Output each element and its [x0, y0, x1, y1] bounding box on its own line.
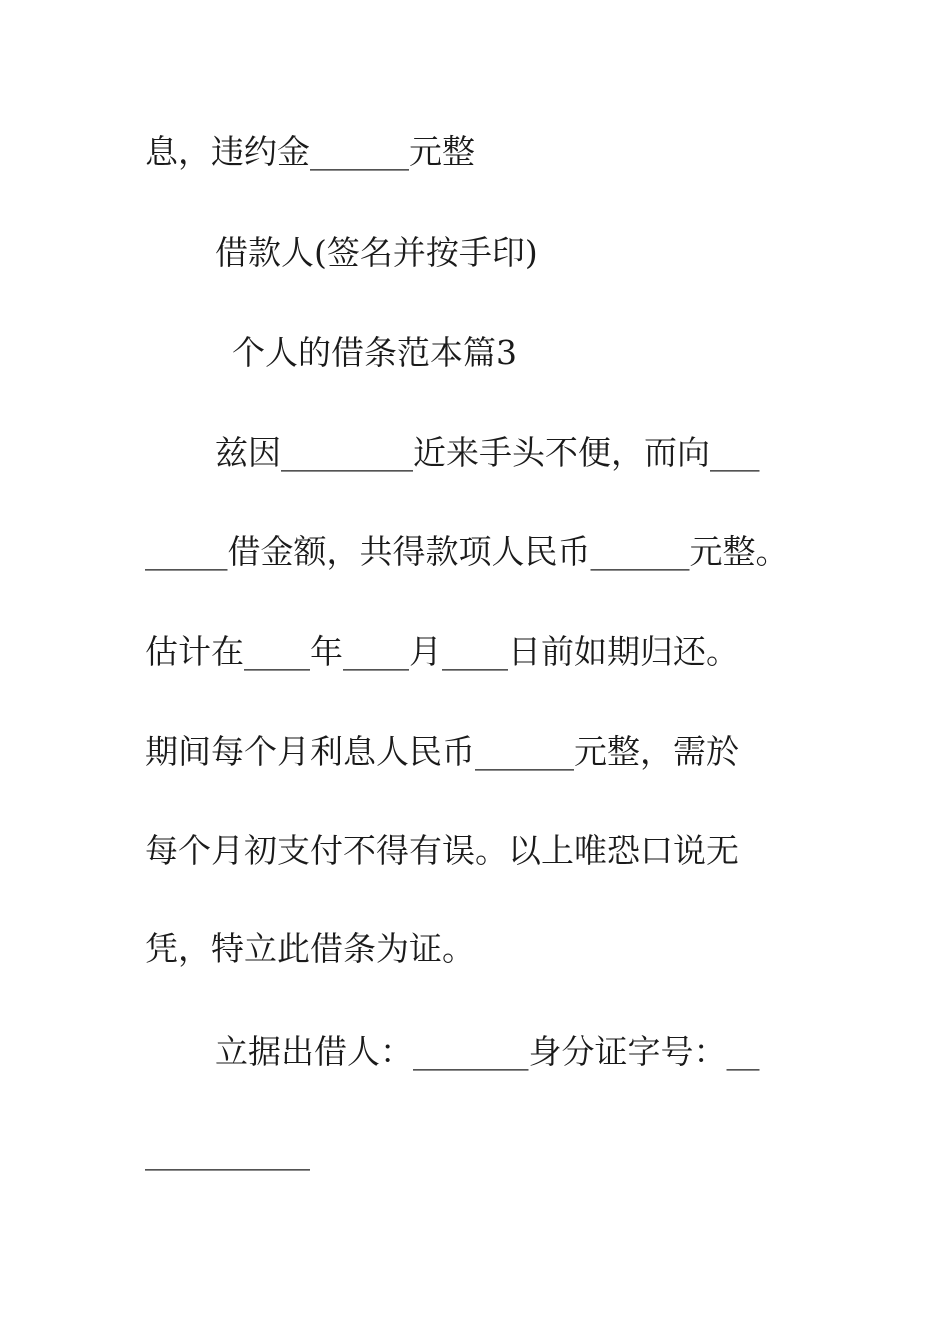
- text-line-amount: _____借金额，共得款项人民币______元整。: [145, 532, 789, 571]
- text-line-reason: 兹因________近来手头不便，而向___: [215, 433, 760, 472]
- section-heading: 个人的借条范本篇3: [232, 333, 517, 372]
- text-line-proof: 凭，特立此借条为证。: [145, 929, 475, 968]
- text-line-due-date: 估计在____年____月____日前如期归还。: [145, 632, 739, 671]
- text-line-penalty: 息，违约金______元整: [145, 132, 475, 171]
- text-line-interest: 期间每个月利息人民币______元整，需於: [145, 732, 739, 771]
- text-line-id-blank: __________: [145, 1132, 310, 1171]
- text-line-payment-terms: 每个月初支付不得有误。以上唯恐口说无: [145, 831, 739, 870]
- text-line-borrower-signature: 借款人(签名并按手印): [215, 233, 538, 272]
- text-line-lender-id: 立据出借人：_______身分证字号：__: [215, 1032, 760, 1071]
